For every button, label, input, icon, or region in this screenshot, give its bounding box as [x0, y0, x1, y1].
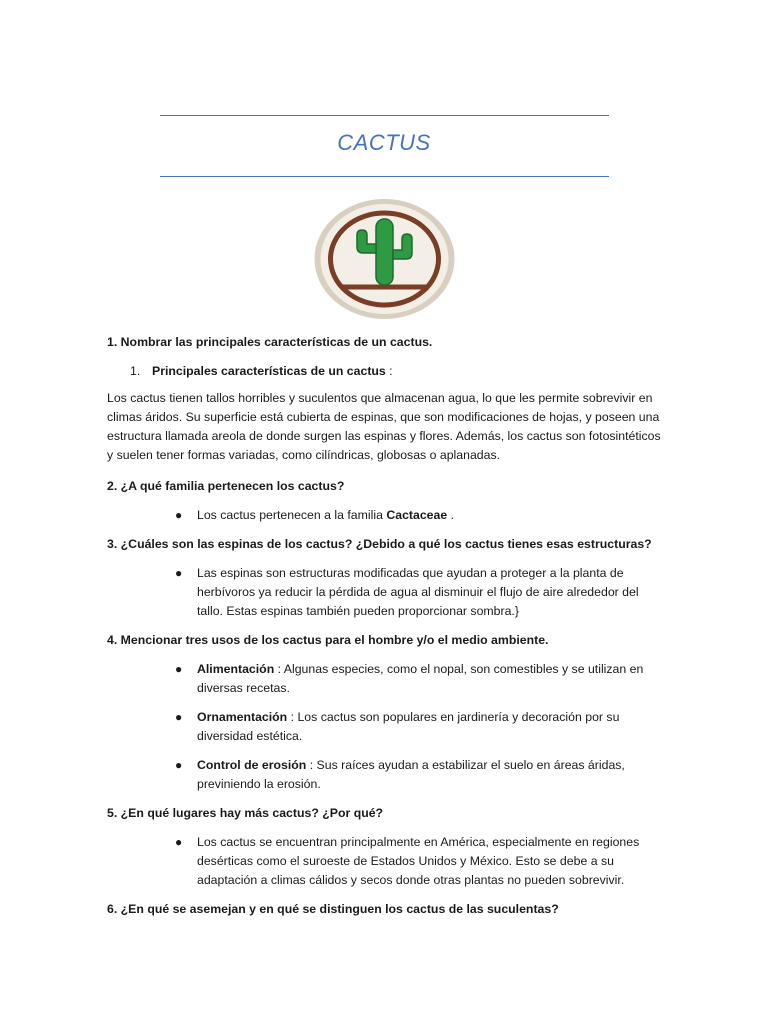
item-number: 1.	[130, 364, 141, 378]
question-5-heading: 5. ¿En qué lugares hay más cactus? ¿Por qué?	[107, 806, 384, 820]
bullet-icon: ●	[175, 835, 183, 849]
list-item: ● Alimentación : Algunas especies, como el nopal, son comestibles y se utilizan en diversas recetas.	[107, 660, 667, 698]
question-4-heading: 4. Mencionar tres usos de los cactus para el hombre y/o el medio ambiente.	[107, 633, 549, 647]
list-item: ● Control de erosión : Sus raíces ayudan a estabilizar el suelo en áreas áridas, previniendo la erosión.	[107, 756, 667, 794]
cactus-patch-icon	[313, 197, 456, 321]
question-6-heading: 6. ¿En qué se asemejan y en qué se distinguen los cactus de las suculentas?	[107, 902, 559, 916]
bullet-icon: ●	[175, 566, 183, 580]
characteristics-paragraph: Los cactus tienen tallos horribles y suculentos que almacenan agua, lo que les permite sobrevivir en climas áridos. Su superficie está cubierta de espinas, que son modificaciones de hojas, y poseen una estructura llamada areola de donde surgen las espinas y flores. Además, los cactus son fotosintéticos y suelen tener formas variadas, como cilíndricas, globosas o aplanadas.	[107, 391, 661, 462]
question-1-heading: 1. Nombrar las principales características de un cactus.	[107, 335, 433, 349]
list-item: ● Las espinas son estructuras modificadas que ayudan a proteger a la planta de herbívoros ya reducir la pérdida de agua al disminuir el flujo de aire alrededor del tallo. Estas espinas también pueden proporcionar sombra.}	[107, 564, 667, 621]
question-3-heading: 3. ¿Cuáles son las espinas de los cactus? ¿Debido a qué los cactus tienes esas estructuras?	[107, 537, 652, 551]
item-label: Principales características de un cactus :	[152, 364, 393, 378]
numbered-item	[107, 362, 667, 381]
document-body	[107, 333, 667, 929]
title-rule-bottom	[160, 176, 609, 177]
bullet-icon: ●	[175, 710, 183, 724]
family-name: Cactaceae	[386, 508, 448, 522]
bullet-icon: ●	[175, 662, 183, 676]
bullet-icon: ●	[175, 758, 183, 772]
page-title: CACTUS	[337, 130, 431, 155]
list-item: ● Los cactus pertenecen a la familia Cactaceae .	[107, 506, 667, 525]
list-item: ● Los cactus se encuentran principalmente en América, especialmente en regiones desérticas como el suroeste de Estados Unidos y México. Esto se debe a su adaptación a climas cálidos y secos donde otras plantas no pueden sobrevivir.	[107, 833, 667, 890]
bullet-icon: ●	[175, 508, 183, 522]
list-item: ● Ornamentación : Los cactus son populares en jardinería y decoración por su diversidad estética.	[107, 708, 667, 746]
question-2-heading: 2. ¿A qué familia pertenecen los cactus?	[107, 479, 345, 493]
title-rule-top	[160, 115, 609, 116]
